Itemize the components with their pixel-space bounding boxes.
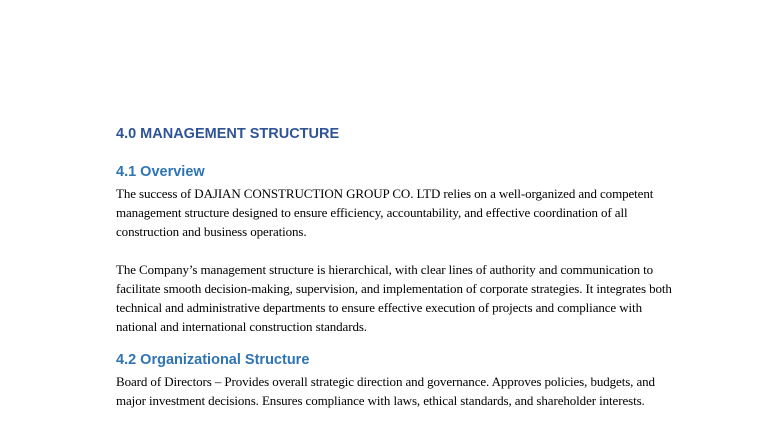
overview-paragraph-1: The success of DAJIAN CONSTRUCTION GROUP CO. LTD relies on a well-organized and competent management structure designed to ensure efficiency, accountability, and effective coordination of all construction and business operations.: [116, 186, 654, 239]
overview-heading: 4.1 Overview: [116, 164, 205, 180]
document-body: [116, 124, 672, 410]
paragraph-spacer: [116, 241, 672, 260]
overview-paragraph-2: The Company’s management structure is hierarchical, with clear lines of authority and communication to facilitate smooth decision-making, supervision, and implementation of corporate strategies. It integrates both technical and administrative departments to ensure effective execution of projects and compliance with national and international construction standards.: [116, 262, 672, 334]
organizational-paragraph-1: Board of Directors – Provides overall strategic direction and governance. Approves policies, budgets, and major investment decisions. Ensures compliance with laws, ethical standards, and shareholder interests.: [116, 374, 655, 408]
organizational-heading: 4.2 Organizational Structure: [116, 352, 310, 368]
section-spacer: [116, 336, 672, 350]
section-heading: 4.0 MANAGEMENT STRUCTURE: [116, 126, 340, 142]
